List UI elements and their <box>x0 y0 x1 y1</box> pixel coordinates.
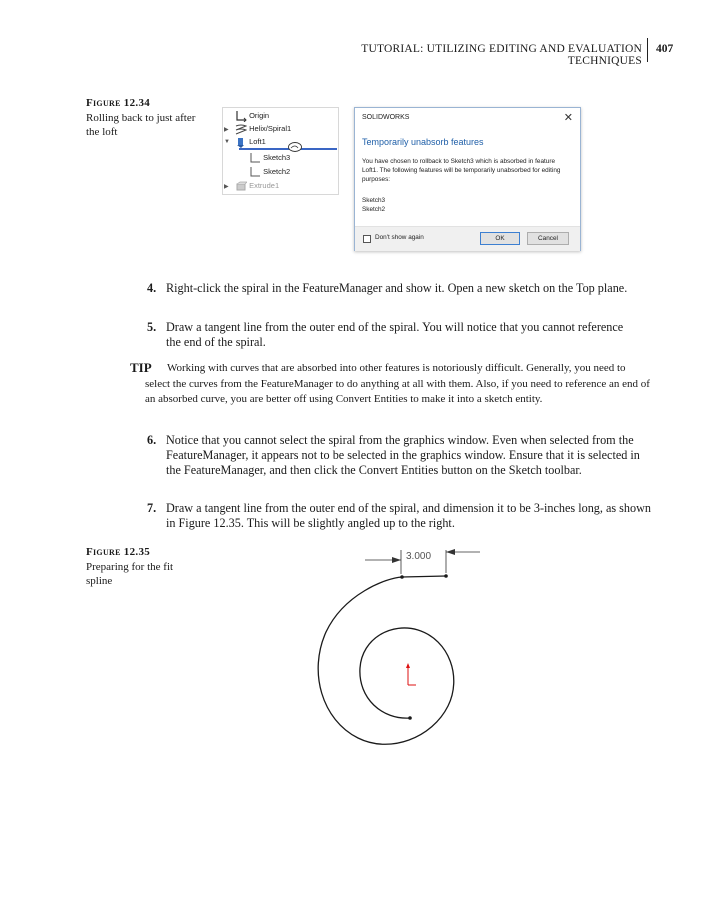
unabsorb-features-dialog <box>354 107 581 251</box>
sketch-origin-icon <box>406 663 416 685</box>
loft-icon <box>235 137 247 148</box>
feature-manager-tree <box>222 107 339 195</box>
tree-item-label: Helix/Spiral1 <box>249 124 292 133</box>
dialog-feature-item: Sketch2 <box>362 206 386 213</box>
step-text: Notice that you cannot select the spiral from the graphics window. Even when selected from the FeatureManager, it appears not to be selected in the graphics window. Ensure that it is selected in the FeatureManager, and then click the Convert Entities button on the Sketch toolbar. <box>166 433 640 477</box>
dialog-heading: Temporarily unabsorb features <box>362 137 484 147</box>
tree-item-helix-spiral[interactable] <box>235 123 291 135</box>
ok-button[interactable]: OK <box>480 232 520 245</box>
origin-icon <box>235 111 247 122</box>
expand-arrow-icon[interactable]: ▶ <box>224 127 229 133</box>
spiral-inner-endpoint[interactable] <box>408 716 412 720</box>
figure-12-35-label: Figure 12.35 <box>86 546 151 558</box>
dont-show-again-label: Don't show again <box>375 234 424 241</box>
helix-icon <box>235 124 247 135</box>
header-divider <box>647 38 648 62</box>
step-text: Draw a tangent line from the outer end of the spiral. You will notice that you cannot reference the end of the spiral. <box>166 320 624 349</box>
step-text: Draw a tangent line from the outer end of the spiral, and dimension it to be 3-inches long, as shown in Figure 12.35. This will be slightly angled up to the right. <box>166 501 652 530</box>
dialog-feature-list <box>362 196 385 214</box>
dialog-feature-item: Sketch3 <box>362 197 386 204</box>
figure-12-35-caption: Preparing for the fit spline <box>86 561 174 587</box>
step-number: 7. <box>147 501 157 515</box>
step-text: Right-click the spiral in the FeatureManager and show it. Open a new sketch on the Top plane. <box>166 281 628 295</box>
tree-item-sketch3[interactable] <box>249 152 290 164</box>
spiral-sketch-drawing <box>300 540 500 780</box>
step-number: 6. <box>147 433 157 447</box>
sketch-icon <box>249 167 261 178</box>
step-number: 4. <box>147 281 157 295</box>
dont-show-again-checkbox[interactable] <box>363 235 371 243</box>
spiral-outer-endpoint[interactable] <box>400 575 404 579</box>
tree-item-sketch2[interactable] <box>249 166 290 178</box>
tip-label: TIP <box>130 360 152 375</box>
tree-item-label: Origin <box>249 111 270 120</box>
spiral-curve[interactable] <box>318 577 454 744</box>
dialog-title: SOLIDWORKS <box>362 114 410 121</box>
extrude-icon <box>235 181 247 192</box>
figure-12-34-label: Figure 12.34 <box>86 97 151 109</box>
close-icon[interactable]: ✕ <box>563 112 573 124</box>
dimension-value[interactable]: 3.000 <box>406 551 432 562</box>
dimension-arrow-left-icon <box>392 557 401 563</box>
tangent-line[interactable] <box>402 576 446 577</box>
tree-item-label: Sketch3 <box>263 153 291 162</box>
sketch-icon <box>249 153 261 164</box>
tree-item-label: Loft1 <box>249 137 266 146</box>
dimension-arrow-right-icon <box>446 549 455 555</box>
tree-item-loft[interactable] <box>235 136 266 148</box>
tree-item-extrude1-suppressed[interactable] <box>235 180 279 192</box>
tree-item-origin[interactable] <box>235 110 269 122</box>
dialog-footer <box>355 226 580 251</box>
collapse-arrow-icon[interactable]: ▼ <box>224 139 230 145</box>
page-number: 407 <box>656 43 674 55</box>
cancel-button[interactable]: Cancel <box>527 232 569 245</box>
step-number: 5. <box>147 320 157 334</box>
figure-12-34-caption: Rolling back to just after the loft <box>86 112 196 138</box>
expand-arrow-icon[interactable]: ▶ <box>224 184 229 190</box>
tip-text: Working with curves that are absorbed into other features is notoriously difficult. Generally, you need to select the curves from the FeatureManager to do anything at all with them. Also, if you need to reference an end of an absorbed curve, you are better off using Convert Entities to make it into a sketch entity. <box>145 362 650 405</box>
tree-item-label: Extrude1 <box>249 181 280 190</box>
tangent-line-endpoint[interactable] <box>444 574 448 578</box>
tree-item-label: Sketch2 <box>263 167 291 176</box>
running-header-title: TUTORIAL: UTILIZING EDITING AND EVALUATION TECHNIQUES <box>361 43 642 67</box>
dialog-message: You have chosen to rollback to Sketch3 which is absorbed in feature Loft1. The following features will be temporarily unabsorbed for editing purposes: <box>362 158 561 183</box>
